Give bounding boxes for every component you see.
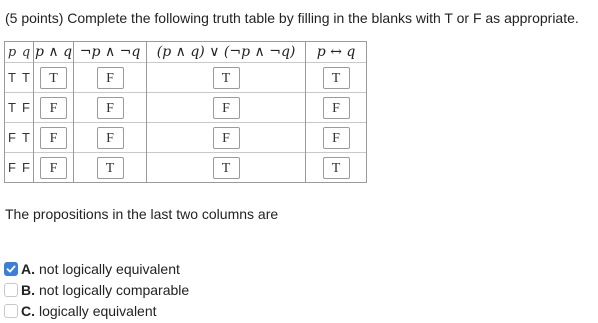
- option-letter: C.: [21, 302, 35, 319]
- cell-q: T: [19, 123, 34, 153]
- prompt-text: The propositions in the last two columns are: [5, 206, 279, 222]
- truth-table: [4, 41, 367, 183]
- answer-input-biconditional[interactable]: T: [323, 67, 350, 89]
- question-text: (5 points) Complete the following truth table by filling in the blanks with T or F as appropriate.: [5, 10, 579, 26]
- answer-input-disjunction[interactable]: F: [213, 127, 240, 149]
- cell-p: F: [5, 123, 20, 153]
- checkbox-icon[interactable]: [4, 304, 18, 318]
- answer-input-not-p-and-not-q[interactable]: F: [97, 127, 124, 149]
- answer-input-biconditional[interactable]: F: [323, 97, 350, 119]
- header-q: q: [19, 42, 34, 63]
- header-not-p-and-not-q: ¬p ∧ ¬q: [74, 42, 147, 63]
- option-a[interactable]: [4, 258, 189, 279]
- answer-input-p-and-q[interactable]: F: [40, 97, 67, 119]
- checkbox-icon[interactable]: [4, 283, 18, 297]
- answer-input-p-and-q[interactable]: F: [40, 157, 67, 179]
- answer-input-not-p-and-not-q[interactable]: F: [97, 97, 124, 119]
- option-letter: B.: [21, 281, 35, 298]
- header-biconditional: p ↔ q: [306, 42, 367, 63]
- answer-input-p-and-q[interactable]: F: [40, 127, 67, 149]
- answer-input-disjunction[interactable]: F: [213, 97, 240, 119]
- answer-input-not-p-and-not-q[interactable]: T: [97, 157, 124, 179]
- answer-input-biconditional[interactable]: T: [323, 157, 350, 179]
- header-disjunction: (p ∧ q) ∨ (¬p ∧ ¬q): [147, 42, 306, 63]
- checkbox-checked-icon[interactable]: [4, 262, 18, 276]
- answer-input-not-p-and-not-q[interactable]: F: [97, 67, 124, 89]
- header-p-and-q: p ∧ q: [34, 42, 74, 63]
- cell-p: T: [5, 63, 20, 93]
- table-row: [5, 93, 367, 123]
- answer-options: [4, 258, 189, 321]
- option-letter: A.: [21, 260, 35, 277]
- cell-q: F: [19, 153, 34, 183]
- option-c[interactable]: [4, 300, 189, 321]
- answer-input-p-and-q[interactable]: T: [40, 67, 67, 89]
- option-label: logically equivalent: [39, 302, 157, 319]
- checkmark-icon: [6, 264, 16, 274]
- header-p: p: [5, 42, 20, 63]
- table-header-row: [5, 42, 367, 63]
- table-row: [5, 123, 367, 153]
- table-row: [5, 153, 367, 183]
- answer-input-disjunction[interactable]: T: [213, 157, 240, 179]
- cell-p: T: [5, 93, 20, 123]
- answer-input-biconditional[interactable]: F: [323, 127, 350, 149]
- option-b[interactable]: [4, 279, 189, 300]
- option-label: not logically comparable: [39, 281, 190, 298]
- cell-q: F: [19, 93, 34, 123]
- answer-input-disjunction[interactable]: T: [213, 67, 240, 89]
- cell-p: F: [5, 153, 20, 183]
- cell-q: T: [19, 63, 34, 93]
- table-row: [5, 63, 367, 93]
- option-label: not logically equivalent: [39, 260, 180, 277]
